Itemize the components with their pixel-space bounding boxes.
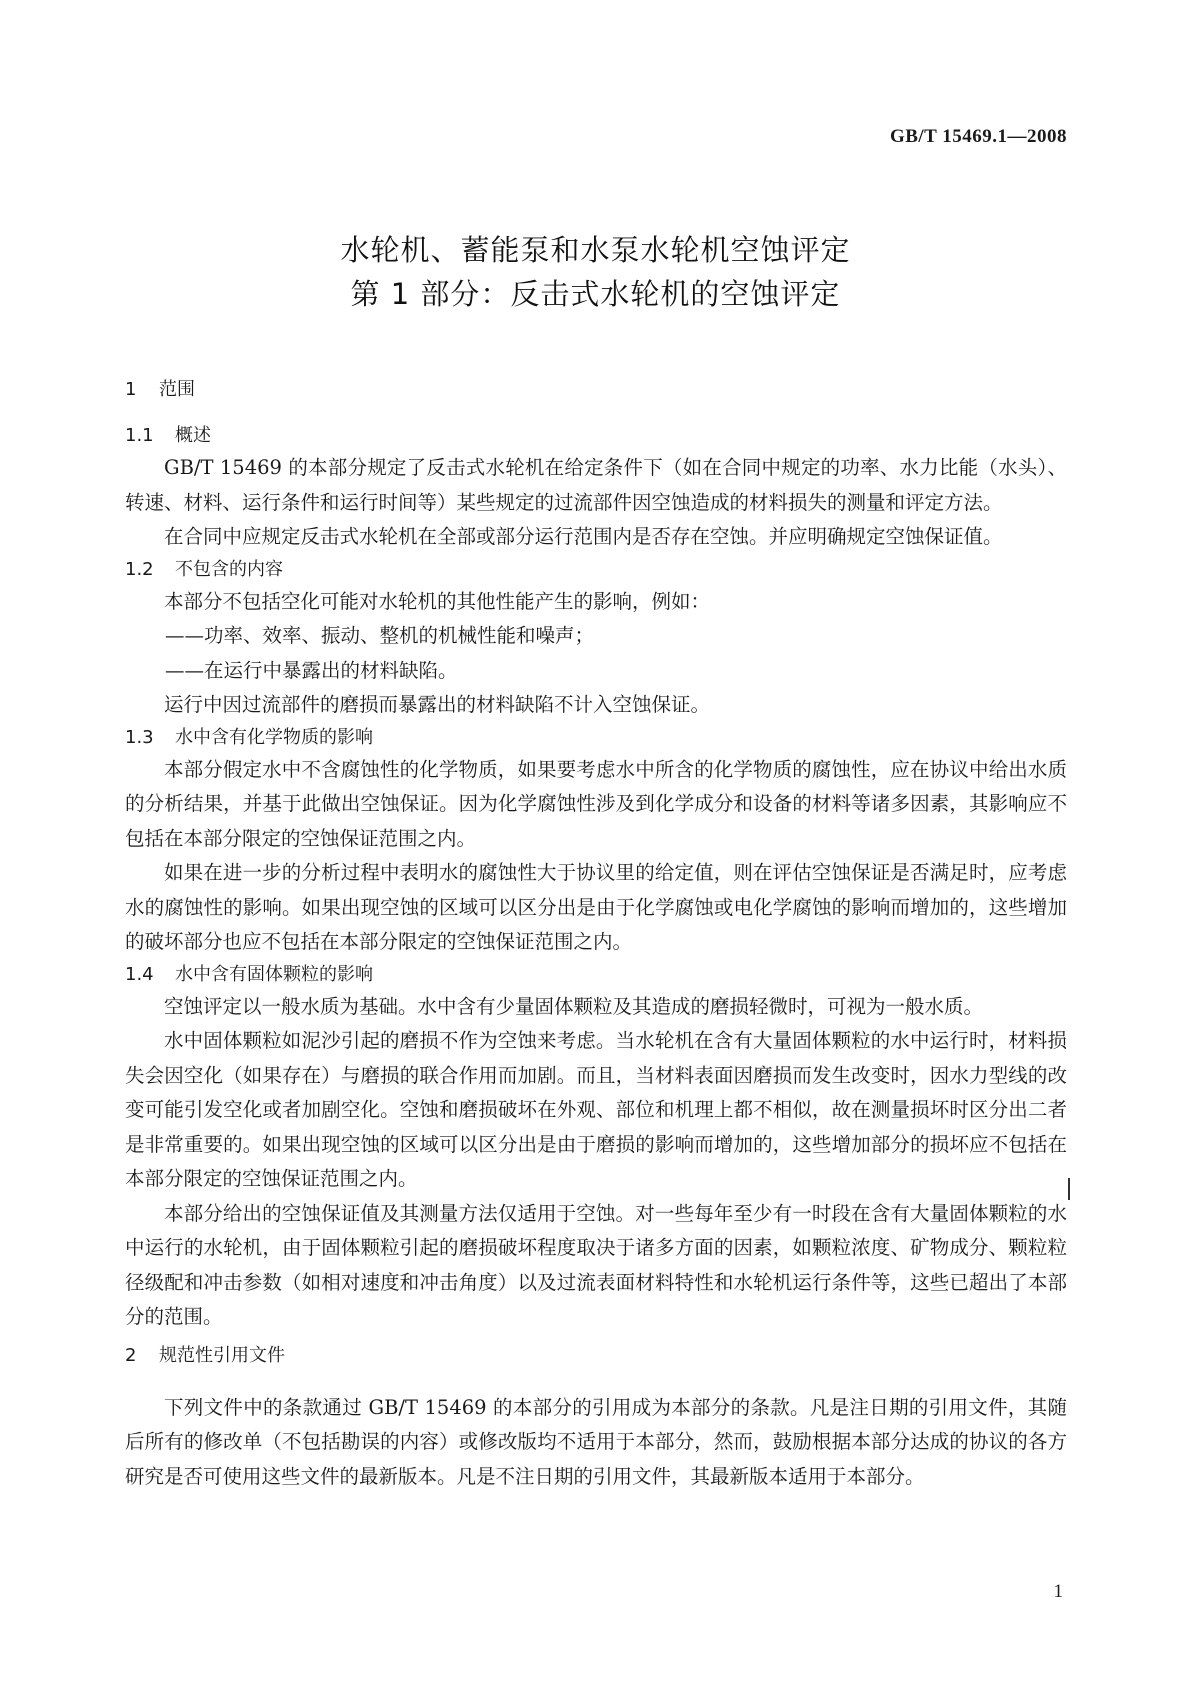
section-number: 1.3: [125, 726, 154, 748]
paragraph: 如果在进一步的分析过程中表明水的腐蚀性大于协议里的给定值，则在评估空蚀保证是否满足时，应考虑水的腐蚀性的影响。如果出现空蚀的区域可以区分出是由于化学腐蚀或电化学腐蚀的影响而增加的，这些增加的破坏部分也应不包括在本部分限定的空蚀保证范围之内。: [125, 861, 1067, 953]
section-title: 水中含有化学物质的影响: [175, 726, 373, 748]
section-1-3-heading: [125, 723, 1067, 753]
change-marker: [1068, 1178, 1070, 1200]
list-item: ——功率、效率、振动、整机的机械性能和噪声；: [165, 624, 595, 647]
section-2-heading: [125, 1341, 1067, 1371]
list-item: ——在运行中暴露出的材料缺陷。: [165, 658, 458, 682]
paragraph: 本部分给出的空蚀保证值及其测量方法仅适用于空蚀。对一些每年至少有一时段在含有大量固体颗粒的水中运行的水轮机，由于固体颗粒引起的磨损破坏程度取决于诸多方面的因素，如颗粒浓度、矿物成分、颗粒粒径级配和冲击参数（如相对速度和冲击角度）以及过流表面材料特性和水轮机运行条件等，这些已超出了本部分的范围。: [125, 1201, 1067, 1328]
title-line-1: 水轮机、蓄能泵和水泵水轮机空蚀评定: [340, 233, 851, 267]
section-number: 1.2: [125, 558, 154, 580]
section-1-1-heading: [125, 421, 1067, 451]
section-title: 规范性引用文件: [159, 1344, 285, 1366]
paragraph: 运行中因过流部件的磨损而暴露出的材料缺陷不计入空蚀保证。: [164, 693, 711, 716]
paragraph: 本部分假定水中不含腐蚀性的化学物质，如果要考虑水中所含的化学物质的腐蚀性，应在协议中给出水质的分析结果，并基于此做出空蚀保证。因为化学腐蚀性涉及到化学成分和设备的材料等诸多因素，其影响应不包括在本部分限定的空蚀保证范围之内。: [125, 757, 1067, 850]
section-1-heading: [125, 375, 1067, 405]
paragraph: GB/T 15469 的本部分规定了反击式水轮机在给定条件下（如在合同中规定的功率、水力比能（水头）、转速、材料、运行条件和运行时间等）某些规定的过流部件因空蚀造成的材料损失的测量和评定方法。: [125, 456, 1067, 514]
section-title: 范围: [159, 379, 195, 400]
paragraph: 下列文件中的条款通过 GB/T 15469 的本部分的引用成为本部分的条款。凡是注日期的引用文件，其随后所有的修改单（不包括勘误的内容）或修改版均不适用于本部分，然而，鼓励根据本部分达成的协议的各方研究是否可使用这些文件的最新版本。凡是不注日期的引用文件，其最新版本适用于本部分。: [125, 1395, 1067, 1488]
section-number: 1.4: [125, 963, 154, 985]
paragraph: 空蚀评定以一般水质为基础。水中含有少量固体颗粒及其造成的磨损轻微时，可视为一般水质。: [164, 994, 984, 1018]
paragraph: 本部分不包括空化可能对水轮机的其他性能产生的影响，例如：: [164, 589, 711, 613]
section-number: 2: [125, 1344, 137, 1366]
standard-code: GB/T 15469.1—2008: [889, 126, 1067, 147]
section-title: 水中含有固体颗粒的影响: [175, 963, 373, 985]
section-title: 概述: [175, 425, 211, 446]
section-number: 1.1: [125, 425, 154, 446]
section-1-2-heading: [125, 555, 1067, 585]
section-title: 不包含的内容: [175, 558, 283, 580]
section-1-4-heading: [125, 960, 1067, 990]
section-number: 1: [125, 379, 137, 400]
document-body: [125, 375, 1067, 1494]
paragraph: 水中固体颗粒如泥沙引起的磨损不作为空蚀来考虑。当水轮机在含有大量固体颗粒的水中运行时，材料损失会因空化（如果存在）与磨损的联合作用而加剧。而且，当材料表面因磨损而发生改变时，因水力型线的改变可能引发空化或者加剧空化。空蚀和磨损破坏在外观、部位和机理上都不相似，故在测量损坏时区分出二者是非常重要的。如果出现空蚀的区域可以区分出是由于磨损的影响而增加的，这些增加部分的损坏应不包括在本部分限定的空蚀保证范围之内。: [125, 1029, 1067, 1190]
paragraph: 在合同中应规定反击式水轮机在全部或部分运行范围内是否存在空蚀。并应明确规定空蚀保证值。: [164, 525, 1003, 548]
title-line-2: 第 1 部分：反击式水轮机的空蚀评定: [350, 277, 841, 311]
document-title: [0, 228, 1191, 316]
page-number: 1: [1053, 1581, 1063, 1602]
